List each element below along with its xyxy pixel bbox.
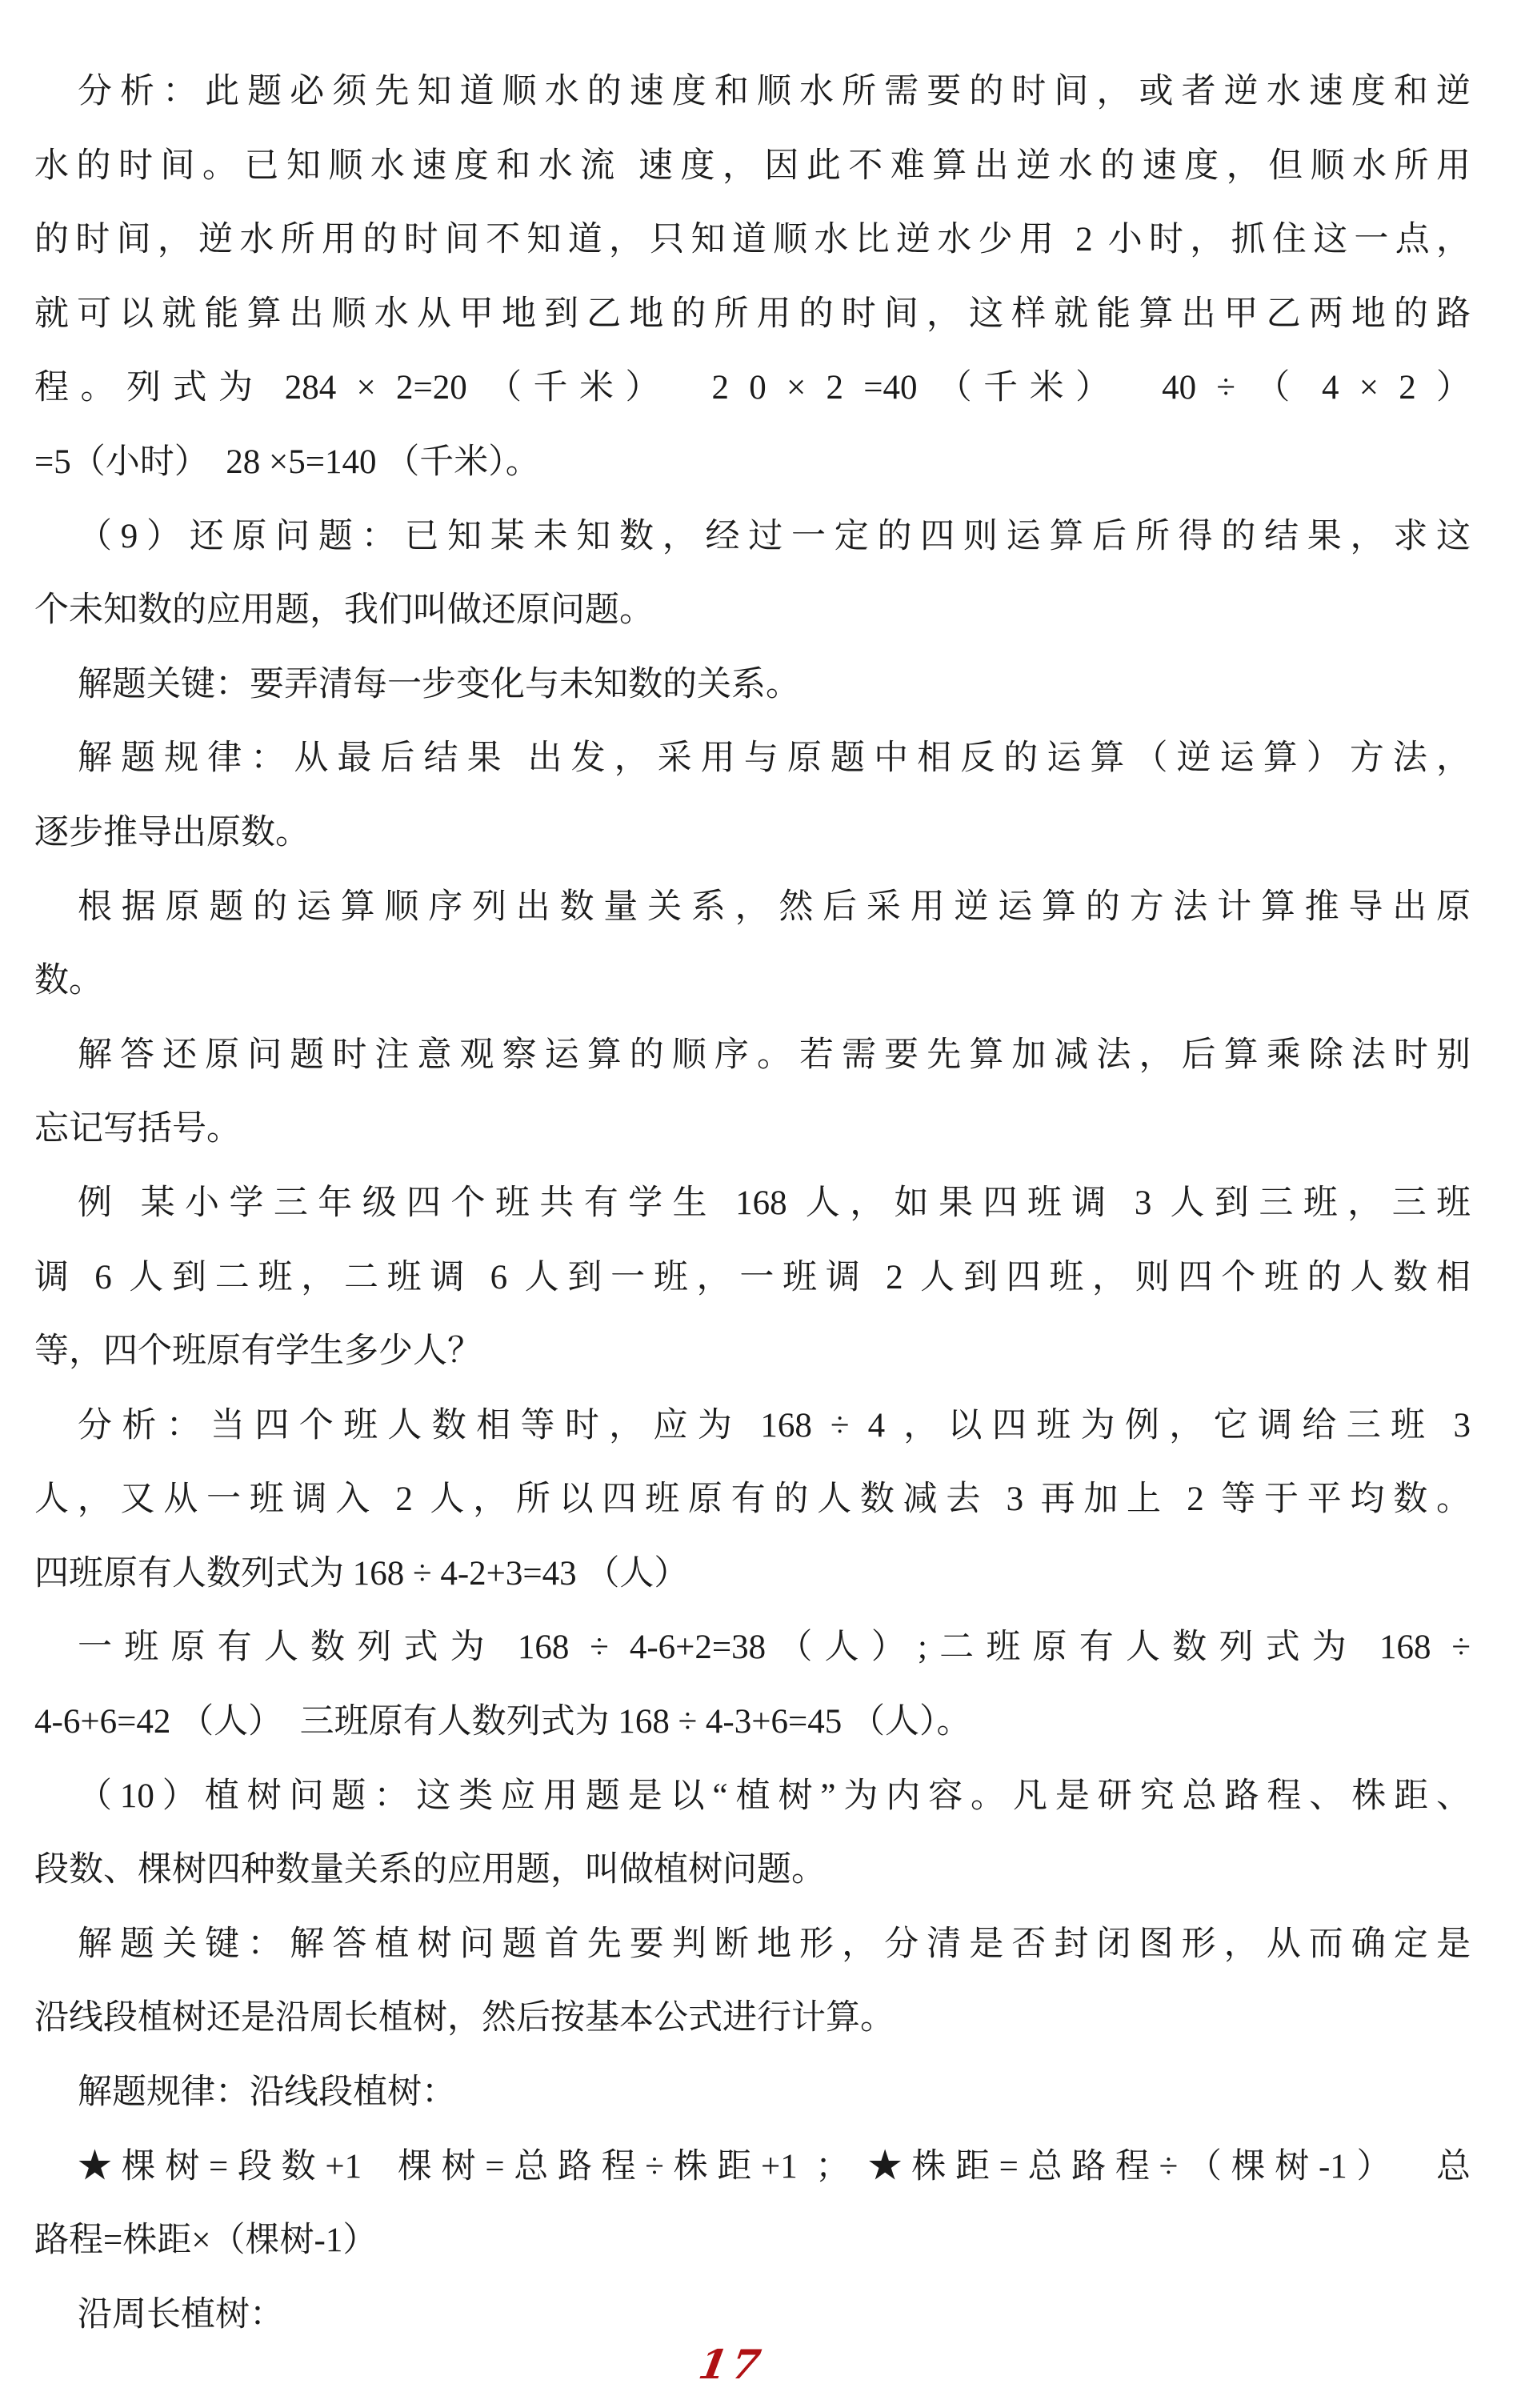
text-line: 路程=株距×（棵树-1） [34, 2222, 378, 2260]
text-line: 解题规律：沿线段植树： [78, 2073, 456, 2112]
text-line: 水的时间。已知顺水速度和水流 速度，因此不难算出逆水的速度，但顺水所用 [34, 146, 1471, 185]
page-number: 17 [695, 2341, 769, 2388]
text-line: 等，四个班原有学生多少人？ [34, 1332, 482, 1371]
text-line: 分析：此题必须先知道顺水的速度和顺水所需要的时间，或者逆水速度和逆 [78, 73, 1471, 110]
text-line: 根据原题的运算顺序列出数量关系，然后采用逆运算的方法计算推导出原 [78, 887, 1471, 926]
text-line: 例 某小学三年级四个班共有学生 168 人，如果四班调 3 人到三班，三班 [78, 1184, 1471, 1222]
text-line: 的时间，逆水所用的时间不知道，只知道顺水比逆水少用 2 小时，抓住这一点， [34, 221, 1471, 259]
text-line: （10）植树问题：这类应用题是以“植树”为内容。凡是研究总路程、株距、 [78, 1777, 1471, 1815]
text-line: 4-6+6=42 （人） 三班原有人数列式为 168 ÷ 4-3+6=45 （人）。 [34, 1703, 971, 1741]
text-line: 个未知数的应用题，我们叫做还原问题。 [34, 591, 654, 630]
text-line: 解题规律：从最后结果 出发，采用与原题中相反的运算（逆运算）方法， [78, 739, 1471, 778]
text-line: 解答还原问题时注意观察运算的顺序。若需要先算加减法，后算乘除法时别 [78, 1036, 1471, 1074]
text-line: （9）还原问题：已知某未知数，经过一定的四则运算后所得的结果，求这 [78, 517, 1471, 555]
text-line: 忘记写括号。 [34, 1110, 241, 1148]
text-body [34, 55, 1471, 2352]
text-line: 数。 [34, 962, 103, 1000]
text-line: 沿周长植树： [78, 2295, 284, 2334]
text-line: 就可以就能算出顺水从甲地到乙地的所用的时间，这样就能算出甲乙两地的路 [34, 294, 1471, 333]
text-line: 人，又从一班调入 2 人，所以四班原有的人数减去 3 再加上 2 等于平均数。 [34, 1480, 1471, 1519]
text-line: 段数、棵树四种数量关系的应用题，叫做植树问题。 [34, 1851, 826, 1889]
text-line: 解题关键：解答植树问题首先要判断地形，分清是否封闭图形，从而确定是 [78, 1925, 1471, 1963]
text-line: =5（小时） 28 ×5=140 （千米）。 [34, 443, 540, 481]
text-line: 沿线段植树还是沿周长植树，然后按基本公式进行计算。 [34, 1999, 895, 2037]
text-line: 分析：当四个班人数相等时，应为 168 ÷ 4 ，以四班为例，它调给三班 3 [78, 1406, 1471, 1444]
text-line: 解题关键：要弄清每一步变化与未知数的关系。 [78, 665, 800, 703]
text-line: 程。列式为 284 × 2=20 （千米） 2 0 × 2 =40 （千米） 40 ÷ （ 4 × 2 ） [34, 369, 1471, 407]
text-line: 四班原有人数列式为 168 ÷ 4-2+3=43 （人） [34, 1554, 689, 1593]
text-line: 一班原有人数列式为 168 ÷ 4-6+2=38（人）;二班原有人数列式为 168 ÷ [78, 1629, 1471, 1667]
text-line: 调 6 人到二班，二班调 6 人到一班，一班调 2 人到四班，则四个班的人数相 [34, 1258, 1471, 1296]
text-line: 逐步推导出原数。 [34, 813, 310, 851]
text-line: ★棵树=段数+1 棵树=总路程÷株距+1 ； ★株距=总路程÷（棵树-1） 总 [78, 2147, 1471, 2186]
